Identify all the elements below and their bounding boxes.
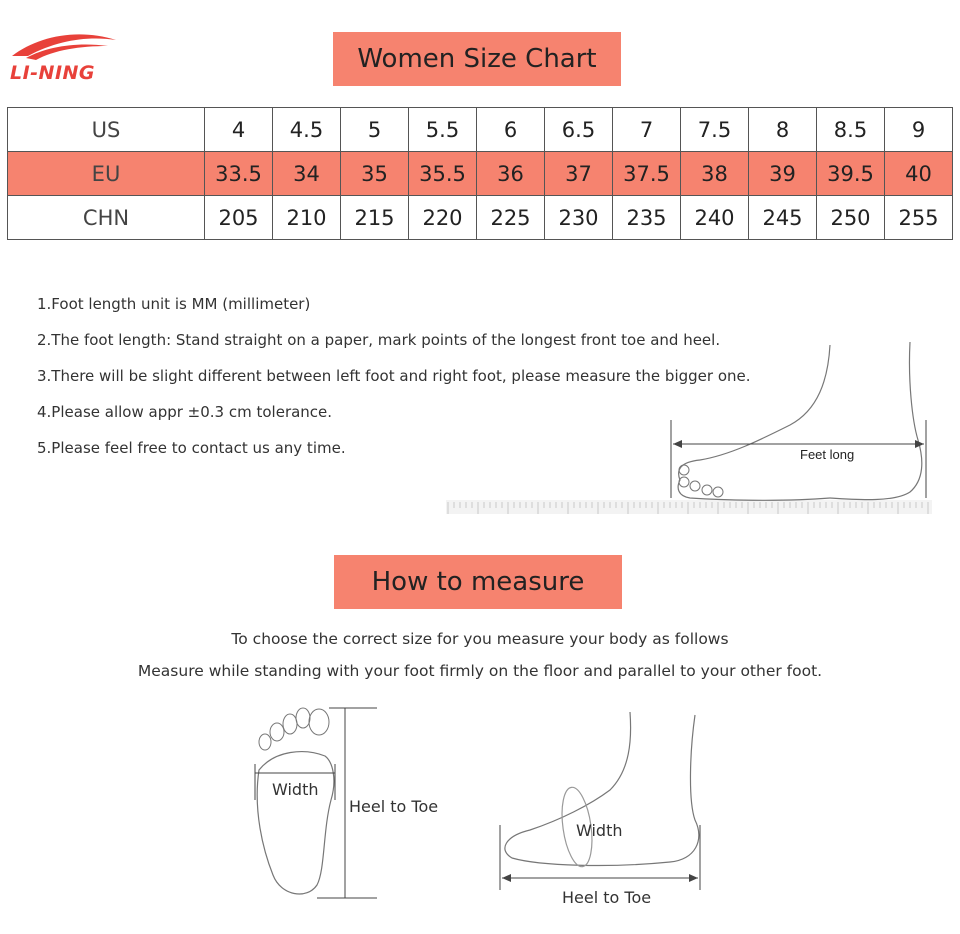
sole-illustration xyxy=(245,700,439,905)
size-cell: 4.5 xyxy=(273,108,341,152)
size-cell: 34 xyxy=(273,152,341,196)
swoosh-icon xyxy=(8,30,120,62)
size-chart-title: Women Size Chart xyxy=(333,32,621,86)
foot-ruler-drawing xyxy=(440,340,940,525)
size-cell: 6 xyxy=(477,108,545,152)
size-cell: 8 xyxy=(749,108,817,152)
side-foot-drawing xyxy=(490,710,720,910)
size-cell: 210 xyxy=(273,196,341,240)
row-label: CHN xyxy=(8,196,205,240)
note-item: 3.There will be slight different between left foot and right foot, please measure the bigger one. xyxy=(37,367,751,385)
size-cell: 38 xyxy=(681,152,749,196)
size-cell: 7 xyxy=(613,108,681,152)
size-cell: 9 xyxy=(885,108,953,152)
size-table xyxy=(7,107,953,240)
size-cell: 6.5 xyxy=(545,108,613,152)
size-cell: 235 xyxy=(613,196,681,240)
size-cell: 4 xyxy=(205,108,273,152)
brand-logo xyxy=(8,30,120,90)
size-cell: 33.5 xyxy=(205,152,273,196)
note-item: 2.The foot length: Stand straight on a paper, mark points of the longest front toe and heel. xyxy=(37,331,721,349)
size-cell: 205 xyxy=(205,196,273,240)
size-cell: 39 xyxy=(749,152,817,196)
size-cell: 37.5 xyxy=(613,152,681,196)
size-row-us xyxy=(8,108,953,152)
size-cell: 5.5 xyxy=(409,108,477,152)
foot-length-illustration xyxy=(440,340,940,525)
size-cell: 36 xyxy=(477,152,545,196)
size-cell: 39.5 xyxy=(817,152,885,196)
size-cell: 255 xyxy=(885,196,953,240)
size-cell: 37 xyxy=(545,152,613,196)
size-cell: 7.5 xyxy=(681,108,749,152)
sole-width-label: Width xyxy=(272,780,319,799)
size-cell: 230 xyxy=(545,196,613,240)
size-row-chn xyxy=(8,196,953,240)
note-item: 4.Please allow appr ±0.3 cm tolerance. xyxy=(37,403,333,421)
size-row-eu xyxy=(8,152,953,196)
side-length-label: Heel to Toe xyxy=(562,888,652,907)
intro-line: To choose the correct size for you measure your body as follows xyxy=(231,630,729,648)
how-to-measure-title: How to measure xyxy=(334,555,622,609)
size-cell: 35 xyxy=(341,152,409,196)
size-cell: 245 xyxy=(749,196,817,240)
side-foot-illustration xyxy=(490,710,720,910)
size-cell: 8.5 xyxy=(817,108,885,152)
note-item: 1.Foot length unit is MM (millimeter) xyxy=(37,295,311,313)
side-width-label: Width xyxy=(576,821,623,840)
note-item: 5.Please feel free to contact us any time. xyxy=(37,439,346,457)
size-cell: 220 xyxy=(409,196,477,240)
row-label: US xyxy=(8,108,205,152)
size-cell: 5 xyxy=(341,108,409,152)
size-cell: 35.5 xyxy=(409,152,477,196)
sole-length-label: Heel to Toe xyxy=(349,797,439,816)
feet-long-label: Feet long xyxy=(800,447,855,462)
size-cell: 225 xyxy=(477,196,545,240)
intro-line: Measure while standing with your foot firmly on the floor and parallel to your other foot. xyxy=(137,662,823,680)
brand-name: LI-NING xyxy=(10,62,96,84)
size-cell: 250 xyxy=(817,196,885,240)
row-label: EU xyxy=(8,152,205,196)
size-cell: 215 xyxy=(341,196,409,240)
size-cell: 240 xyxy=(681,196,749,240)
size-cell: 40 xyxy=(885,152,953,196)
